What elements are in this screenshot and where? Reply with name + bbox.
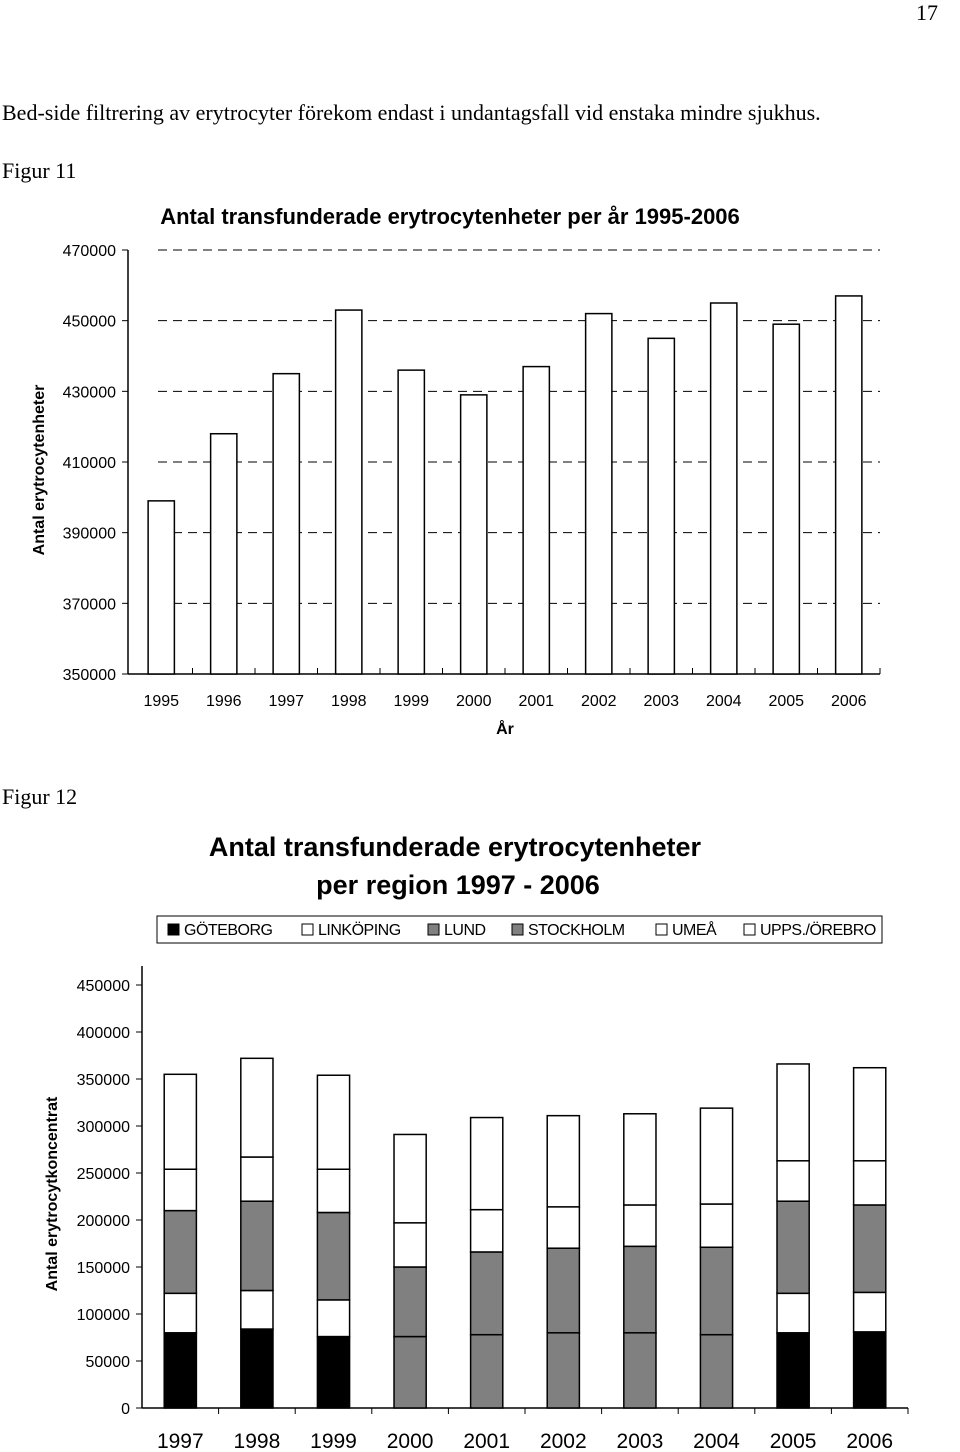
chart2-y-tick-label: 0 xyxy=(121,1401,130,1418)
chart2-segment-1998 xyxy=(241,1157,273,1201)
chart2-segment-2005 xyxy=(777,1161,809,1201)
chart2-segment-1997 xyxy=(164,1333,196,1408)
chart2-segment-2004 xyxy=(700,1247,732,1334)
chart2-segment-2003 xyxy=(624,1205,656,1246)
chart1-x-axis-label: År xyxy=(496,721,514,738)
chart2-segment-2001 xyxy=(471,1210,503,1252)
chart2-segment-1998 xyxy=(241,1329,273,1408)
chart2-segment-1999 xyxy=(317,1169,349,1212)
chart2-legend-swatch xyxy=(302,924,313,935)
chart2-segment-2005 xyxy=(777,1064,809,1161)
chart2-x-tick-label: 2000 xyxy=(386,1430,434,1452)
chart2-x-tick-label: 2004 xyxy=(693,1430,740,1452)
chart1-x-tick-label: 2005 xyxy=(768,693,805,710)
chart2-segment-2006 xyxy=(854,1068,886,1161)
chart2-legend-label: UPPS./ÖREBRO xyxy=(760,922,876,939)
chart1-y-tick-label: 470000 xyxy=(62,243,116,260)
chart2-legend-swatch xyxy=(656,924,667,935)
chart2-y-tick-label: 250000 xyxy=(76,1166,130,1183)
body-paragraph: Bed-side filtrering av erytrocyter förekom endast i undantagsfall vid enstaka mindre sjukhus. xyxy=(2,100,821,125)
chart2-title-line2: per region 1997 - 2006 xyxy=(316,870,600,900)
chart2-segment-2003 xyxy=(624,1333,656,1408)
chart1-x-tick-label: 1997 xyxy=(268,693,305,710)
chart1-y-tick-label: 430000 xyxy=(62,384,116,402)
chart2-segment-2005 xyxy=(777,1201,809,1293)
chart2-legend-swatch xyxy=(744,924,755,935)
chart2-segment-2000 xyxy=(394,1337,426,1408)
chart2-segment-2004 xyxy=(700,1335,732,1408)
chart2-legend-label: LINKÖPING xyxy=(318,922,401,939)
chart2-legend-swatch xyxy=(428,924,439,935)
chart2-segment-2000 xyxy=(394,1223,426,1267)
chart1-y-axis-label: Antal erytrocytenheter xyxy=(31,384,48,556)
chart2-segment-1999 xyxy=(317,1337,349,1408)
chart2-x-tick-label: 2005 xyxy=(769,1430,817,1452)
chart1-x-tick-label: 2000 xyxy=(455,693,492,710)
chart2-segment-2002 xyxy=(547,1248,579,1333)
chart1-x-tick-label: 1996 xyxy=(205,693,242,710)
chart2-segment-2005 xyxy=(777,1333,809,1408)
chart1-x-tick-label: 1998 xyxy=(330,693,367,710)
chart2-segment-2002 xyxy=(547,1333,579,1408)
chart2-segment-1997 xyxy=(164,1293,196,1332)
chart2-y-tick-label: 200000 xyxy=(76,1213,130,1230)
chart1-x-tick-label: 2004 xyxy=(705,693,742,710)
chart2-segment-2000 xyxy=(394,1134,426,1222)
chart2-x-tick-label: 1998 xyxy=(233,1430,281,1452)
chart2-segment-1999 xyxy=(317,1300,349,1337)
chart2-y-tick-label: 400000 xyxy=(76,1025,130,1042)
chart2-segment-1997 xyxy=(164,1169,196,1210)
chart1-title: Antal transfunderade erytrocytenheter per år 1995-2006 xyxy=(160,204,740,229)
chart2-segment-2003 xyxy=(624,1114,656,1205)
chart2-segment-2000 xyxy=(394,1267,426,1337)
figure-12-label: Figur 12 xyxy=(2,784,78,809)
chart2-y-tick-label: 350000 xyxy=(76,1072,130,1089)
chart2-title-line1: Antal transfunderade erytrocytenheter xyxy=(208,832,702,862)
chart2-segment-2001 xyxy=(471,1335,503,1408)
chart2-legend-label: LUND xyxy=(444,922,486,939)
chart1-x-tick-label: 2001 xyxy=(518,693,555,710)
chart2-y-tick-label: 300000 xyxy=(76,1119,130,1136)
chart2-x-tick-label: 2002 xyxy=(539,1430,587,1452)
chart2-segment-1997 xyxy=(164,1211,196,1294)
page-number: 17 xyxy=(916,0,938,25)
chart2-segment-1998 xyxy=(241,1201,273,1290)
figure-11-label: Figur 11 xyxy=(2,158,77,183)
chart1-y-tick-label: 390000 xyxy=(62,525,116,543)
chart1-y-tick-label: 370000 xyxy=(62,596,116,614)
chart1-x-tick-label: 1995 xyxy=(143,693,180,710)
chart1-y-tick-label: 410000 xyxy=(62,455,116,472)
chart2-segment-1997 xyxy=(164,1074,196,1169)
chart2-y-tick-label: 150000 xyxy=(76,1260,130,1277)
chart2-segment-2004 xyxy=(700,1108,732,1204)
chart1-x-tick-label: 1999 xyxy=(393,693,430,710)
chart2-y-tick-label: 450000 xyxy=(76,978,130,995)
chart2-segment-2005 xyxy=(777,1293,809,1332)
chart2-segment-1998 xyxy=(241,1291,273,1330)
chart2-legend-label: GÖTEBORG xyxy=(184,922,273,939)
chart2-segment-2001 xyxy=(471,1252,503,1335)
chart2-segment-2006 xyxy=(854,1292,886,1331)
chart2-legend-label: STOCKHOLM xyxy=(528,922,625,939)
chart2-segment-2002 xyxy=(547,1116,579,1207)
chart1-y-tick-label: 350000 xyxy=(62,667,116,684)
chart2-legend-label: UMEÅ xyxy=(672,922,717,939)
chart2-segment-2006 xyxy=(854,1205,886,1292)
chart2-y-tick-label: 100000 xyxy=(76,1307,130,1324)
chart2-segment-2003 xyxy=(624,1246,656,1332)
chart2-y-tick-label: 50000 xyxy=(85,1354,130,1371)
chart1-x-tick-label: 2002 xyxy=(580,693,617,710)
chart2-segment-1999 xyxy=(317,1075,349,1169)
chart2-x-tick-label: 2003 xyxy=(616,1430,664,1452)
chart2-segment-1998 xyxy=(241,1058,273,1157)
chart2-x-tick-label: 1999 xyxy=(310,1430,357,1452)
chart2-legend-swatch xyxy=(168,924,179,935)
chart2-x-tick-label: 2006 xyxy=(846,1430,894,1452)
chart2-legend-swatch xyxy=(512,924,523,935)
chart2-segment-2002 xyxy=(547,1207,579,1248)
chart1-x-tick-label: 2003 xyxy=(643,693,680,710)
chart2-segment-2004 xyxy=(700,1204,732,1247)
chart2-segment-2006 xyxy=(854,1332,886,1408)
chart2-x-tick-label: 2001 xyxy=(463,1430,511,1452)
chart2-segment-2001 xyxy=(471,1118,503,1210)
chart1-y-tick-label: 450000 xyxy=(62,313,116,331)
chart2-x-tick-label: 1997 xyxy=(156,1430,204,1452)
chart2-segment-1999 xyxy=(317,1212,349,1299)
chart2-segment-2006 xyxy=(854,1161,886,1205)
chart1-x-tick-label: 2006 xyxy=(830,693,867,710)
chart2-y-axis-label: Antal erytrocytkoncentrat xyxy=(44,1096,61,1292)
